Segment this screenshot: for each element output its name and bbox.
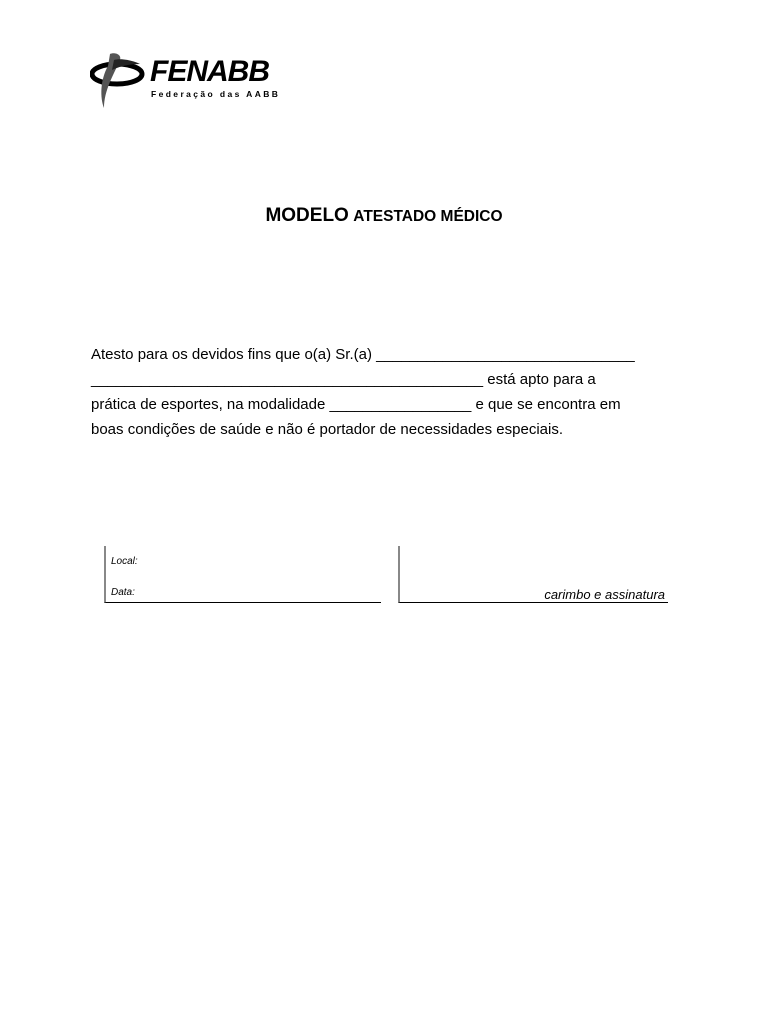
document-title <box>0 205 768 227</box>
fenabb-logo <box>90 50 280 112</box>
logo-name: FENABB <box>150 55 269 88</box>
local-date-box <box>104 546 381 603</box>
certificate-body <box>91 342 667 442</box>
fenabb-swoosh-icon <box>90 50 150 112</box>
body-line-1: Atesto para os devidos fins que o(a) Sr.(a) _______________________________ <box>91 346 635 363</box>
body-line-3: prática de esportes, na modalidade _________________ e que se encontra em <box>91 396 621 413</box>
body-line-4: boas condições de saúde e não é portador de necessidades especiais. <box>91 421 563 438</box>
date-label: Data: <box>111 587 135 598</box>
logo-subtitle: Federação das AABB <box>151 89 281 99</box>
stamp-signature-caption: carimbo e assinatura <box>544 587 665 602</box>
local-label: Local: <box>111 556 138 567</box>
title-rest: ATESTADO MÉDICO <box>353 208 503 225</box>
signature-box <box>398 546 668 603</box>
body-line-2: _______________________________________________ está apto para a <box>91 371 596 388</box>
title-main: MODELO <box>265 205 349 226</box>
